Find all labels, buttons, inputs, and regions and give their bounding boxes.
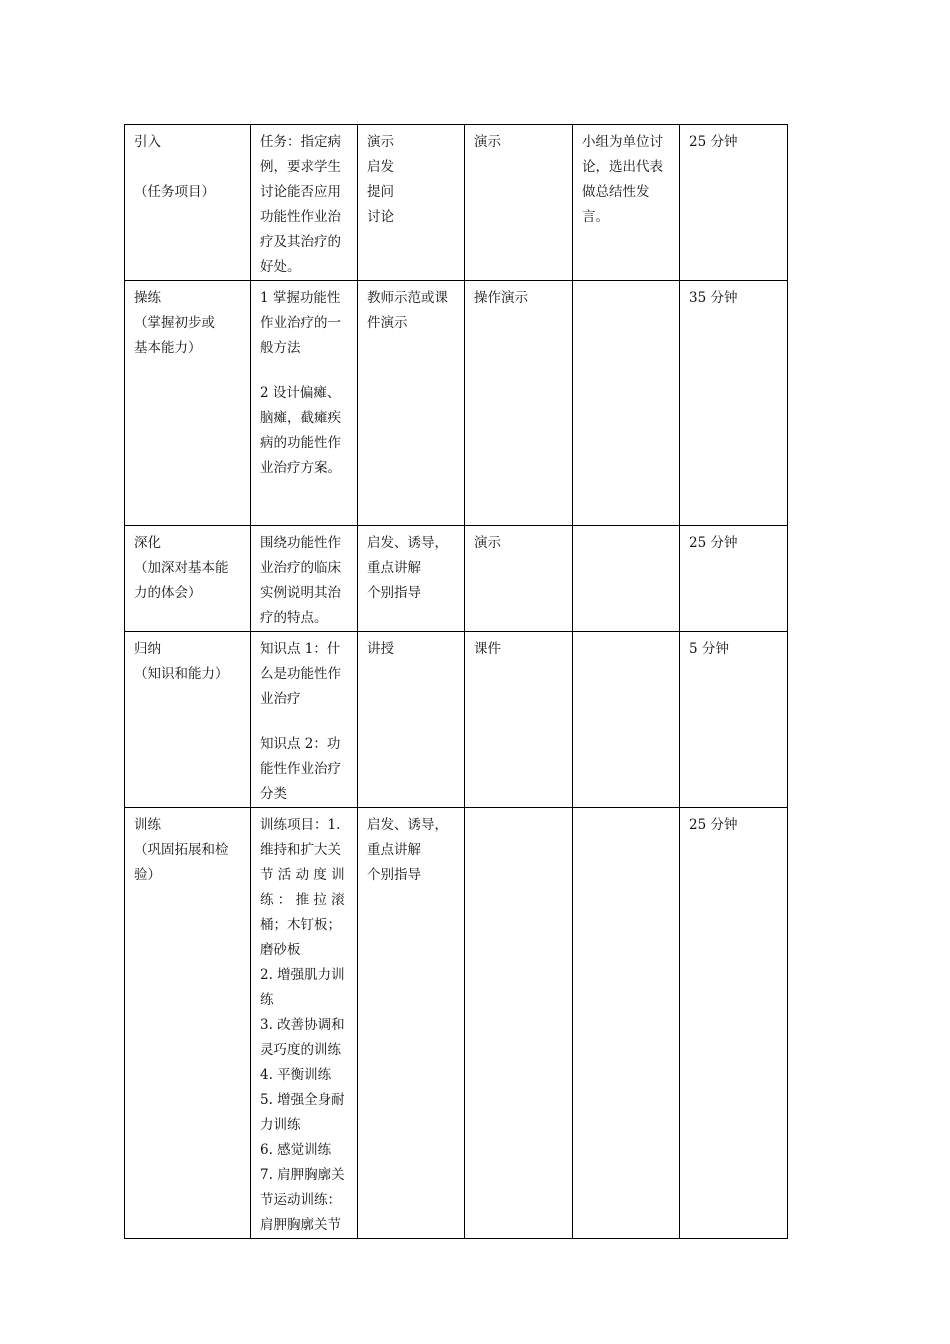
cell-line: 业治疗方案。 (260, 460, 341, 476)
teacher-cell (358, 125, 465, 281)
cell-line: （巩固拓展和检 (134, 842, 229, 858)
table-row (125, 632, 788, 808)
cell-line: 分类 (260, 786, 287, 802)
cell-line: 功能性作业治 (260, 209, 341, 225)
cell-line: 言。 (582, 209, 609, 225)
cell-line: 力的体会） (134, 585, 202, 601)
cell-line: 业治疗的临床 (260, 560, 341, 576)
media-cell (465, 526, 573, 632)
cell-line: 维持和扩大关 (260, 842, 341, 858)
stage-cell (125, 632, 251, 808)
cell-line: 启发 (367, 159, 394, 175)
student-cell (573, 808, 680, 1239)
cell-line: 课件 (474, 641, 501, 657)
cell-line: 业治疗 (260, 691, 301, 707)
cell-line: 启发、诱导， (367, 535, 448, 551)
lesson-plan-body (125, 125, 788, 1239)
student-cell (573, 526, 680, 632)
table-row (125, 281, 788, 526)
cell-line: 件演示 (367, 315, 408, 331)
cell-line: 桶；木钉板； (260, 917, 341, 933)
cell-line: 训练项目：1. (260, 817, 341, 833)
cell-line: 知识点 2：功 (260, 736, 341, 752)
cell-line (134, 155, 241, 180)
stage-cell (125, 125, 251, 281)
table-row (125, 808, 788, 1239)
time-value: 25 分钟 (689, 817, 738, 833)
cell-line: 力训练 (260, 1117, 301, 1133)
cell-line: 节 活 动 度 训 (260, 867, 345, 883)
student-cell (573, 632, 680, 808)
teacher-cell (358, 281, 465, 526)
time-cell (680, 808, 788, 1239)
table-row (125, 125, 788, 281)
time-cell (680, 281, 788, 526)
cell-line: 教师示范或课 (367, 290, 448, 306)
teacher-cell (358, 526, 465, 632)
cell-line: 能性作业治疗 (260, 761, 341, 777)
time-cell (680, 125, 788, 281)
cell-line: 讲授 (367, 641, 394, 657)
cell-line: 病的功能性作 (260, 435, 341, 451)
teacher-cell (358, 632, 465, 808)
cell-line: 任务：指定病 (260, 134, 341, 150)
student-cell (573, 125, 680, 281)
cell-line: （加深对基本能 (134, 560, 229, 576)
student-cell (573, 281, 680, 526)
cell-line: 围绕功能性作 (260, 535, 341, 551)
cell-line: 疗的特点。 (260, 610, 328, 626)
cell-line: （任务项目） (134, 184, 215, 200)
time-cell (680, 526, 788, 632)
media-cell (465, 808, 573, 1239)
cell-line: 4. 平衡训练 (260, 1067, 332, 1083)
cell-line: 肩胛胸廓关节 (260, 1217, 341, 1233)
cell-line: 操作演示 (474, 290, 528, 306)
cell-line: 灵巧度的训练 (260, 1042, 341, 1058)
cell-line: 训练 (134, 817, 161, 833)
cell-line: 做总结性发 (582, 184, 650, 200)
media-cell (465, 125, 573, 281)
cell-line: 磨砂板 (260, 942, 301, 958)
cell-line: （掌握初步或 (134, 315, 215, 331)
cell-line: 引入 (134, 134, 161, 150)
time-cell (680, 632, 788, 808)
stage-cell (125, 281, 251, 526)
cell-line: 个别指导 (367, 867, 421, 883)
cell-line: 演示 (474, 134, 501, 150)
cell-line: 验） (134, 867, 161, 883)
cell-line: 实例说明其治 (260, 585, 341, 601)
cell-line: 归纳 (134, 641, 161, 657)
cell-line: 深化 (134, 535, 161, 551)
cell-line: 练 (260, 992, 274, 1008)
content-cell (251, 281, 358, 526)
cell-line: 个别指导 (367, 585, 421, 601)
teacher-cell (358, 808, 465, 1239)
cell-line: 好处。 (260, 259, 301, 275)
cell-line: 基本能力） (134, 340, 202, 356)
cell-line: 脑瘫，截瘫疾 (260, 410, 341, 426)
cell-line: 例，要求学生 (260, 159, 341, 175)
cell-line: 1 掌握功能性 (260, 290, 341, 306)
cell-line: 2 设计偏瘫、 (260, 385, 341, 401)
time-value: 25 分钟 (689, 535, 738, 551)
time-value: 25 分钟 (689, 134, 738, 150)
cell-line: 论，选出代表 (582, 159, 663, 175)
paragraph-gap (260, 712, 348, 732)
cell-line: 疗及其治疗的 (260, 234, 341, 250)
stage-cell (125, 526, 251, 632)
cell-line: 般方法 (260, 340, 301, 356)
cell-line: （知识和能力） (134, 666, 229, 682)
lesson-plan-table (124, 124, 788, 1239)
cell-line: 知识点 1：什 (260, 641, 341, 657)
time-value: 35 分钟 (689, 290, 738, 306)
paragraph-gap (260, 361, 348, 381)
cell-line: 么是功能性作 (260, 666, 341, 682)
cell-line: 讨论能否应用 (260, 184, 341, 200)
cell-line: 重点讲解 (367, 560, 421, 576)
cell-line: 3. 改善协调和 (260, 1017, 345, 1033)
media-cell (465, 632, 573, 808)
cell-line: 2. 增强肌力训 (260, 967, 345, 983)
content-cell (251, 808, 358, 1239)
cell-line: 作业治疗的一 (260, 315, 341, 331)
cell-line: 演示 (474, 535, 501, 551)
stage-cell (125, 808, 251, 1239)
cell-line: 6. 感觉训练 (260, 1142, 332, 1158)
cell-line: 启发、诱导， (367, 817, 448, 833)
content-cell (251, 125, 358, 281)
cell-line: 7. 肩胛胸廓关 (260, 1167, 345, 1183)
cell-line: 重点讲解 (367, 842, 421, 858)
cell-line: 练 ： 推 拉 滚 (260, 892, 345, 908)
content-cell (251, 632, 358, 808)
time-value: 5 分钟 (689, 641, 729, 657)
cell-line: 5. 增强全身耐 (260, 1092, 345, 1108)
media-cell (465, 281, 573, 526)
content-cell (251, 526, 358, 632)
cell-line: 小组为单位讨 (582, 134, 663, 150)
table-row (125, 526, 788, 632)
cell-line: 讨论 (367, 209, 394, 225)
cell-line: 节运动训练： (260, 1192, 341, 1208)
cell-line: 演示 (367, 134, 394, 150)
cell-line: 操练 (134, 290, 161, 306)
cell-line: 提问 (367, 184, 394, 200)
